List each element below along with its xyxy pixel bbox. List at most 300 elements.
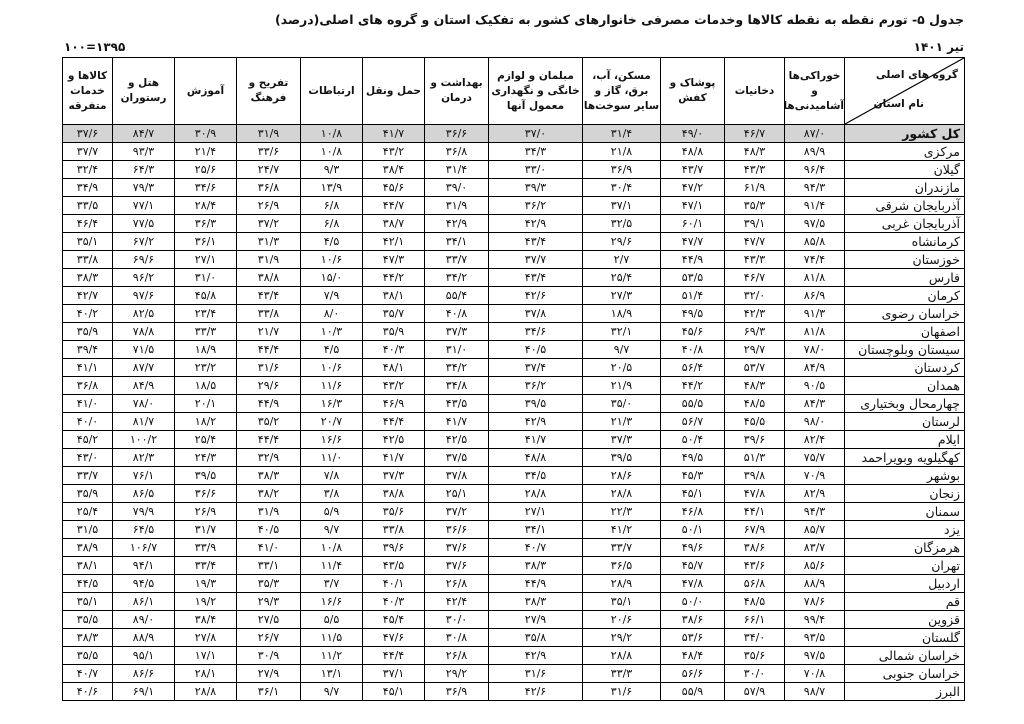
table-row bbox=[63, 485, 965, 503]
value-cell: ۲۵/۴ bbox=[175, 431, 237, 449]
value-cell: ۳۰/۰ bbox=[725, 665, 785, 683]
value-cell: ۵۳/۵ bbox=[661, 269, 725, 287]
value-cell: ۳۵/۶ bbox=[725, 647, 785, 665]
value-cell: ۳۶/۸ bbox=[425, 143, 489, 161]
value-cell: ۴۳/۴ bbox=[489, 233, 583, 251]
value-cell: ۴۱/۲ bbox=[583, 521, 661, 539]
value-cell: ۴۴/۴ bbox=[237, 431, 301, 449]
value-cell: ۲۷/۹ bbox=[237, 665, 301, 683]
value-cell: ۴۸/۴ bbox=[661, 647, 725, 665]
header-tobacco: دخانیات bbox=[725, 58, 785, 125]
base-year-label: ۱۰۰=۱۳۹۵ bbox=[64, 40, 126, 54]
value-cell: ۳۷/۳ bbox=[583, 431, 661, 449]
table-row bbox=[63, 539, 965, 557]
value-cell: ۴۰/۳ bbox=[363, 341, 425, 359]
value-cell: ۱۱/۶ bbox=[301, 377, 363, 395]
value-cell: ۳۴/۵ bbox=[489, 467, 583, 485]
value-cell: ۹۴/۳ bbox=[785, 503, 845, 521]
value-cell: ۴۰/۶ bbox=[63, 683, 113, 701]
value-cell: ۳۹/۶ bbox=[725, 431, 785, 449]
value-cell: ۳۷/۰ bbox=[489, 125, 583, 143]
province-name: اردبیل bbox=[845, 575, 965, 593]
table-row bbox=[63, 557, 965, 575]
value-cell: ۴۲/۹ bbox=[489, 215, 583, 233]
report-month: تیر ۱۴۰۱ bbox=[913, 40, 964, 54]
value-cell: ۴۷/۲ bbox=[661, 179, 725, 197]
value-cell: ۱۶/۶ bbox=[301, 593, 363, 611]
value-cell: ۷/۹ bbox=[301, 287, 363, 305]
value-cell: ۳۰/۸ bbox=[425, 629, 489, 647]
value-cell: ۳۹/۴ bbox=[63, 341, 113, 359]
value-cell: ۳۷/۲ bbox=[237, 215, 301, 233]
province-name: بوشهر bbox=[845, 467, 965, 485]
header-hotels: هتل و رستوران bbox=[113, 58, 175, 125]
value-cell: ۷۰/۹ bbox=[785, 467, 845, 485]
value-cell: ۲۹/۷ bbox=[725, 341, 785, 359]
value-cell: ۲۵/۶ bbox=[175, 161, 237, 179]
value-cell: ۵۵/۹ bbox=[661, 683, 725, 701]
value-cell: ۴/۵ bbox=[301, 341, 363, 359]
value-cell: ۱۵/۰ bbox=[301, 269, 363, 287]
header-transport: حمل ونقل bbox=[363, 58, 425, 125]
value-cell: ۴۳/۵ bbox=[363, 557, 425, 575]
value-cell: ۳۴/۲ bbox=[425, 269, 489, 287]
province-name: همدان bbox=[845, 377, 965, 395]
value-cell: ۳۰/۹ bbox=[175, 125, 237, 143]
province-name: زنجان bbox=[845, 485, 965, 503]
value-cell: ۳۸/۴ bbox=[175, 611, 237, 629]
value-cell: ۳۶/۸ bbox=[63, 377, 113, 395]
value-cell: ۴۲/۶ bbox=[489, 683, 583, 701]
value-cell: ۴۹/۰ bbox=[661, 125, 725, 143]
province-name: سیستان وبلوچستان bbox=[845, 341, 965, 359]
value-cell: ۱۹/۲ bbox=[175, 593, 237, 611]
value-cell: ۳۲/۵ bbox=[583, 215, 661, 233]
value-cell: ۷۸/۰ bbox=[785, 341, 845, 359]
value-cell: ۴۰/۱ bbox=[363, 575, 425, 593]
value-cell: ۴۰/۳ bbox=[363, 593, 425, 611]
province-name: کل کشور bbox=[845, 125, 965, 143]
value-cell: ۲۰/۷ bbox=[301, 413, 363, 431]
value-cell: ۳۹/۶ bbox=[363, 539, 425, 557]
value-cell: ۳۸/۳ bbox=[237, 467, 301, 485]
value-cell: ۹۷/۵ bbox=[785, 647, 845, 665]
value-cell: ۳۹/۵ bbox=[583, 449, 661, 467]
value-cell: ۳۵/۱ bbox=[63, 233, 113, 251]
value-cell: ۵/۹ bbox=[301, 503, 363, 521]
value-cell: ۱۶/۶ bbox=[301, 431, 363, 449]
value-cell: ۳۵/۱ bbox=[583, 593, 661, 611]
value-cell: ۸۱/۸ bbox=[785, 323, 845, 341]
value-cell: ۴۲/۹ bbox=[425, 215, 489, 233]
value-cell: ۵۵/۵ bbox=[661, 395, 725, 413]
value-cell: ۱۱/۵ bbox=[301, 629, 363, 647]
value-cell: ۹/۳ bbox=[301, 161, 363, 179]
value-cell: ۳۵/۵ bbox=[63, 611, 113, 629]
value-cell: ۲۴/۷ bbox=[237, 161, 301, 179]
value-cell: ۲۱/۷ bbox=[237, 323, 301, 341]
value-cell: ۹۶/۲ bbox=[113, 269, 175, 287]
value-cell: ۶۰/۱ bbox=[661, 215, 725, 233]
value-cell: ۴۱/۷ bbox=[489, 431, 583, 449]
table-row bbox=[63, 467, 965, 485]
value-cell: ۳۱/۷ bbox=[175, 521, 237, 539]
value-cell: ۳۵/۶ bbox=[363, 503, 425, 521]
value-cell: ۳۷/۳ bbox=[425, 323, 489, 341]
value-cell: ۳۸/۳ bbox=[489, 593, 583, 611]
value-cell: ۸۹/۰ bbox=[113, 611, 175, 629]
value-cell: ۸۹/۹ bbox=[785, 143, 845, 161]
value-cell: ۳۵/۱ bbox=[63, 593, 113, 611]
value-cell: ۸۵/۶ bbox=[785, 557, 845, 575]
value-cell: ۴۷/۶ bbox=[363, 629, 425, 647]
value-cell: ۴۰/۸ bbox=[661, 341, 725, 359]
value-cell: ۴۴/۷ bbox=[363, 197, 425, 215]
value-cell: ۲۱/۸ bbox=[583, 143, 661, 161]
value-cell: ۷۸/۰ bbox=[113, 395, 175, 413]
value-cell: ۱۱/۴ bbox=[301, 557, 363, 575]
value-cell: ۵۰/۴ bbox=[661, 431, 725, 449]
value-cell: ۳۵/۸ bbox=[489, 629, 583, 647]
value-cell: ۱۰/۸ bbox=[301, 125, 363, 143]
value-cell: ۴۵/۲ bbox=[63, 431, 113, 449]
value-cell: ۷۷/۵ bbox=[113, 215, 175, 233]
value-cell: ۳۸/۱ bbox=[63, 557, 113, 575]
value-cell: ۶۹/۳ bbox=[725, 323, 785, 341]
value-cell: ۲۸/۸ bbox=[175, 683, 237, 701]
value-cell: ۱۹/۳ bbox=[175, 575, 237, 593]
value-cell: ۴۴/۲ bbox=[661, 377, 725, 395]
value-cell: ۳۴/۶ bbox=[175, 179, 237, 197]
value-cell: ۹۷/۵ bbox=[785, 215, 845, 233]
value-cell: ۴۷/۳ bbox=[363, 251, 425, 269]
value-cell: ۲۷/۱ bbox=[175, 251, 237, 269]
value-cell: ۳۵/۷ bbox=[363, 305, 425, 323]
value-cell: ۱۰/۸ bbox=[301, 539, 363, 557]
value-cell: ۳۸/۶ bbox=[661, 611, 725, 629]
province-name: ایلام bbox=[845, 431, 965, 449]
header-education: آموزش bbox=[175, 58, 237, 125]
province-name: کردستان bbox=[845, 359, 965, 377]
value-cell: ۵۱/۴ bbox=[661, 287, 725, 305]
value-cell: ۳۱/۴ bbox=[583, 125, 661, 143]
header-corner-cell bbox=[845, 58, 965, 125]
value-cell: ۴۵/۶ bbox=[661, 323, 725, 341]
value-cell: ۲۶/۹ bbox=[237, 197, 301, 215]
value-cell: ۷۸/۸ bbox=[113, 323, 175, 341]
table-row bbox=[63, 323, 965, 341]
value-cell: ۳۱/۶ bbox=[237, 359, 301, 377]
value-cell: ۴۸/۳ bbox=[725, 377, 785, 395]
value-cell: ۹/۷ bbox=[301, 521, 363, 539]
table-row bbox=[63, 647, 965, 665]
value-cell: ۳۱/۴ bbox=[425, 161, 489, 179]
value-cell: ۳۵/۹ bbox=[363, 323, 425, 341]
value-cell: ۸۸/۹ bbox=[113, 629, 175, 647]
value-cell: ۲۵/۴ bbox=[63, 503, 113, 521]
value-cell: ۴۵/۳ bbox=[661, 467, 725, 485]
value-cell: ۴۸/۳ bbox=[725, 143, 785, 161]
value-cell: ۱۳/۱ bbox=[301, 665, 363, 683]
value-cell: ۲۶/۹ bbox=[175, 503, 237, 521]
value-cell: ۳۷/۱ bbox=[363, 665, 425, 683]
value-cell: ۳۴/۲ bbox=[425, 359, 489, 377]
value-cell: ۴۵/۵ bbox=[725, 413, 785, 431]
value-cell: ۳۳/۶ bbox=[237, 143, 301, 161]
value-cell: ۳۶/۱ bbox=[175, 233, 237, 251]
value-cell: ۳۳/۱ bbox=[237, 557, 301, 575]
value-cell: ۳۹/۳ bbox=[489, 179, 583, 197]
value-cell: ۳۷/۷ bbox=[63, 143, 113, 161]
value-cell: ۳۴/۹ bbox=[63, 179, 113, 197]
value-cell: ۳۲/۱ bbox=[583, 323, 661, 341]
value-cell: ۳۵/۹ bbox=[63, 485, 113, 503]
value-cell: ۶۹/۱ bbox=[113, 683, 175, 701]
province-name: اصفهان bbox=[845, 323, 965, 341]
value-cell: ۴۰/۵ bbox=[237, 521, 301, 539]
value-cell: ۴۲/۷ bbox=[63, 287, 113, 305]
value-cell: ۲۸/۹ bbox=[583, 575, 661, 593]
value-cell: ۸۸/۹ bbox=[785, 575, 845, 593]
value-cell: ۲۱/۳ bbox=[583, 413, 661, 431]
value-cell: ۴۵/۱ bbox=[363, 683, 425, 701]
value-cell: ۳۹/۵ bbox=[489, 395, 583, 413]
value-cell: ۲۱/۴ bbox=[175, 143, 237, 161]
province-name: آذربایجان شرقی bbox=[845, 197, 965, 215]
value-cell: ۸۶/۵ bbox=[113, 485, 175, 503]
value-cell: ۶۱/۹ bbox=[725, 179, 785, 197]
value-cell: ۳۶/۳ bbox=[175, 215, 237, 233]
value-cell: ۳/۷ bbox=[301, 575, 363, 593]
value-cell: ۴۶/۹ bbox=[363, 395, 425, 413]
header-housing: مسکن، آب، برق، گاز و سایر سوخت‌ها bbox=[583, 58, 661, 125]
value-cell: ۲۲/۳ bbox=[583, 503, 661, 521]
value-cell: ۱۱/۰ bbox=[301, 449, 363, 467]
table-row bbox=[63, 395, 965, 413]
value-cell: ۳۵/۰ bbox=[583, 395, 661, 413]
header-recreation: تفریح و فرهنگ bbox=[237, 58, 301, 125]
value-cell: ۳۸/۹ bbox=[63, 539, 113, 557]
value-cell: ۶۹/۶ bbox=[113, 251, 175, 269]
table-row bbox=[63, 215, 965, 233]
header-row bbox=[63, 58, 965, 125]
value-cell: ۴۰/۲ bbox=[63, 305, 113, 323]
value-cell: ۹۶/۴ bbox=[785, 161, 845, 179]
value-cell: ۴۲/۶ bbox=[489, 287, 583, 305]
value-cell: ۴۲/۴ bbox=[425, 593, 489, 611]
value-cell: ۴۳/۷ bbox=[661, 161, 725, 179]
value-cell: ۴۴/۵ bbox=[63, 575, 113, 593]
value-cell: ۲۴/۳ bbox=[175, 449, 237, 467]
value-cell: ۳۱/۹ bbox=[237, 503, 301, 521]
value-cell: ۲۷/۹ bbox=[489, 611, 583, 629]
value-cell: ۳۳/۷ bbox=[63, 467, 113, 485]
table-row bbox=[63, 143, 965, 161]
value-cell: ۵۰/۱ bbox=[661, 521, 725, 539]
province-name: یزد bbox=[845, 521, 965, 539]
province-name: گلستان bbox=[845, 629, 965, 647]
value-cell: ۲۹/۶ bbox=[583, 233, 661, 251]
value-cell: ۶۴/۳ bbox=[113, 161, 175, 179]
value-cell: ۴۹/۵ bbox=[661, 449, 725, 467]
value-cell: ۲۹/۳ bbox=[237, 593, 301, 611]
value-cell: ۸۱/۸ bbox=[785, 269, 845, 287]
value-cell: ۱۳/۹ bbox=[301, 179, 363, 197]
value-cell: ۴۰/۵ bbox=[489, 341, 583, 359]
value-cell: ۴۷/۱ bbox=[661, 197, 725, 215]
value-cell: ۳۷/۸ bbox=[425, 467, 489, 485]
value-cell: ۴۰/۷ bbox=[63, 665, 113, 683]
header-misc: کالاها و خدمات متفرقه bbox=[63, 58, 113, 125]
value-cell: ۴۲/۱ bbox=[363, 233, 425, 251]
value-cell: ۹۱/۴ bbox=[785, 197, 845, 215]
value-cell: ۲۳/۲ bbox=[175, 359, 237, 377]
value-cell: ۳۶/۱ bbox=[237, 683, 301, 701]
value-cell: ۳۱/۹ bbox=[237, 251, 301, 269]
value-cell: ۳۳/۵ bbox=[63, 197, 113, 215]
value-cell: ۳۷/۷ bbox=[489, 251, 583, 269]
value-cell: ۵۶/۸ bbox=[725, 575, 785, 593]
value-cell: ۳۶/۶ bbox=[175, 485, 237, 503]
value-cell: ۷/۸ bbox=[301, 467, 363, 485]
value-cell: ۹۱/۳ bbox=[785, 305, 845, 323]
table-row bbox=[63, 665, 965, 683]
value-cell: ۱۶/۳ bbox=[301, 395, 363, 413]
value-cell: ۳۵/۵ bbox=[63, 647, 113, 665]
value-cell: ۲۷/۱ bbox=[489, 503, 583, 521]
value-cell: ۸/۰ bbox=[301, 305, 363, 323]
value-cell: ۱۸/۵ bbox=[175, 377, 237, 395]
province-name: خراسان رضوی bbox=[845, 305, 965, 323]
value-cell: ۷۰/۸ bbox=[785, 665, 845, 683]
value-cell: ۵/۵ bbox=[301, 611, 363, 629]
value-cell: ۱۸/۹ bbox=[175, 341, 237, 359]
value-cell: ۴۰/۷ bbox=[489, 539, 583, 557]
value-cell: ۳۱/۵ bbox=[63, 521, 113, 539]
value-cell: ۴۴/۴ bbox=[363, 413, 425, 431]
province-name: البرز bbox=[845, 683, 965, 701]
value-cell: ۳۷/۴ bbox=[489, 359, 583, 377]
value-cell: ۲۵/۴ bbox=[583, 269, 661, 287]
value-cell: ۲۸/۱ bbox=[175, 665, 237, 683]
value-cell: ۲۸/۴ bbox=[175, 197, 237, 215]
value-cell: ۳۹/۱ bbox=[725, 215, 785, 233]
table-row bbox=[63, 521, 965, 539]
value-cell: ۸۴/۷ bbox=[113, 125, 175, 143]
table-row bbox=[63, 503, 965, 521]
value-cell: ۴۴/۹ bbox=[489, 575, 583, 593]
header-communication: ارتباطات bbox=[301, 58, 363, 125]
value-cell: ۳۶/۹ bbox=[583, 161, 661, 179]
table-row bbox=[63, 683, 965, 701]
value-cell: ۲۶/۸ bbox=[425, 647, 489, 665]
value-cell: ۳۶/۶ bbox=[425, 125, 489, 143]
value-cell: ۹۵/۱ bbox=[113, 647, 175, 665]
value-cell: ۹۸/۷ bbox=[785, 683, 845, 701]
value-cell: ۳۸/۴ bbox=[363, 161, 425, 179]
header-health: بهداشت و درمان bbox=[425, 58, 489, 125]
value-cell: ۳۵/۲ bbox=[237, 413, 301, 431]
value-cell: ۳۳/۸ bbox=[237, 305, 301, 323]
value-cell: ۳۷/۲ bbox=[425, 503, 489, 521]
value-cell: ۳۷/۶ bbox=[425, 539, 489, 557]
value-cell: ۳۴/۶ bbox=[489, 323, 583, 341]
value-cell: ۳۱/۰ bbox=[175, 269, 237, 287]
value-cell: ۴۳/۶ bbox=[725, 557, 785, 575]
value-cell: ۴۲/۵ bbox=[363, 431, 425, 449]
value-cell: ۶۶/۱ bbox=[725, 611, 785, 629]
table-row bbox=[63, 449, 965, 467]
value-cell: ۱۰/۶ bbox=[301, 251, 363, 269]
value-cell: ۹۴/۳ bbox=[785, 179, 845, 197]
value-cell: ۴۸/۸ bbox=[661, 143, 725, 161]
value-cell: ۸۵/۸ bbox=[785, 233, 845, 251]
value-cell: ۲۰/۶ bbox=[583, 611, 661, 629]
value-cell: ۸۴/۹ bbox=[785, 359, 845, 377]
value-cell: ۲۸/۸ bbox=[489, 485, 583, 503]
table-row bbox=[63, 377, 965, 395]
value-cell: ۳۸/۳ bbox=[63, 629, 113, 647]
value-cell: ۱۰/۸ bbox=[301, 143, 363, 161]
inflation-table bbox=[62, 57, 965, 701]
value-cell: ۲۸/۶ bbox=[583, 467, 661, 485]
value-cell: ۳۷/۱ bbox=[583, 197, 661, 215]
value-cell: ۳۲/۹ bbox=[237, 449, 301, 467]
value-cell: ۳۶/۲ bbox=[489, 377, 583, 395]
value-cell: ۲۷/۳ bbox=[583, 287, 661, 305]
value-cell: ۳۵/۳ bbox=[725, 197, 785, 215]
value-cell: ۲۰/۱ bbox=[175, 395, 237, 413]
value-cell: ۴۰/۰ bbox=[63, 413, 113, 431]
value-cell: ۳۸/۲ bbox=[237, 485, 301, 503]
value-cell: ۹۰/۵ bbox=[785, 377, 845, 395]
value-cell: ۳۶/۶ bbox=[425, 521, 489, 539]
value-cell: ۱۷/۱ bbox=[175, 647, 237, 665]
table-row bbox=[63, 341, 965, 359]
value-cell: ۳۷/۶ bbox=[63, 125, 113, 143]
value-cell: ۲۶/۷ bbox=[237, 629, 301, 647]
header-groups-label: گروه های اصلی bbox=[875, 69, 958, 81]
header-province-label: نام استان bbox=[873, 98, 924, 110]
value-cell: ۷۴/۴ bbox=[785, 251, 845, 269]
value-cell: ۳۲/۴ bbox=[63, 161, 113, 179]
value-cell: ۷۹/۹ bbox=[113, 503, 175, 521]
value-cell: ۹/۷ bbox=[583, 341, 661, 359]
value-cell: ۶۷/۹ bbox=[725, 521, 785, 539]
value-cell: ۴۵/۶ bbox=[363, 179, 425, 197]
value-cell: ۳۳/۸ bbox=[363, 521, 425, 539]
value-cell: ۳۳/۸ bbox=[63, 251, 113, 269]
total-row bbox=[63, 125, 965, 143]
table-row bbox=[63, 269, 965, 287]
value-cell: ۳۳/۷ bbox=[425, 251, 489, 269]
table-row bbox=[63, 161, 965, 179]
value-cell: ۳۳/۹ bbox=[175, 539, 237, 557]
value-cell: ۳۱/۶ bbox=[489, 665, 583, 683]
value-cell: ۸۲/۳ bbox=[113, 449, 175, 467]
table-row bbox=[63, 287, 965, 305]
value-cell: ۴۶/۷ bbox=[725, 269, 785, 287]
value-cell: ۳۸/۷ bbox=[363, 215, 425, 233]
value-cell: ۳۷/۳ bbox=[363, 467, 425, 485]
value-cell: ۴۳/۴ bbox=[237, 287, 301, 305]
value-cell: ۶۷/۲ bbox=[113, 233, 175, 251]
table-row bbox=[63, 611, 965, 629]
value-cell: ۳۸/۸ bbox=[237, 269, 301, 287]
value-cell: ۴۸/۵ bbox=[725, 395, 785, 413]
value-cell: ۴۵/۴ bbox=[363, 611, 425, 629]
value-cell: ۳۸/۳ bbox=[489, 557, 583, 575]
